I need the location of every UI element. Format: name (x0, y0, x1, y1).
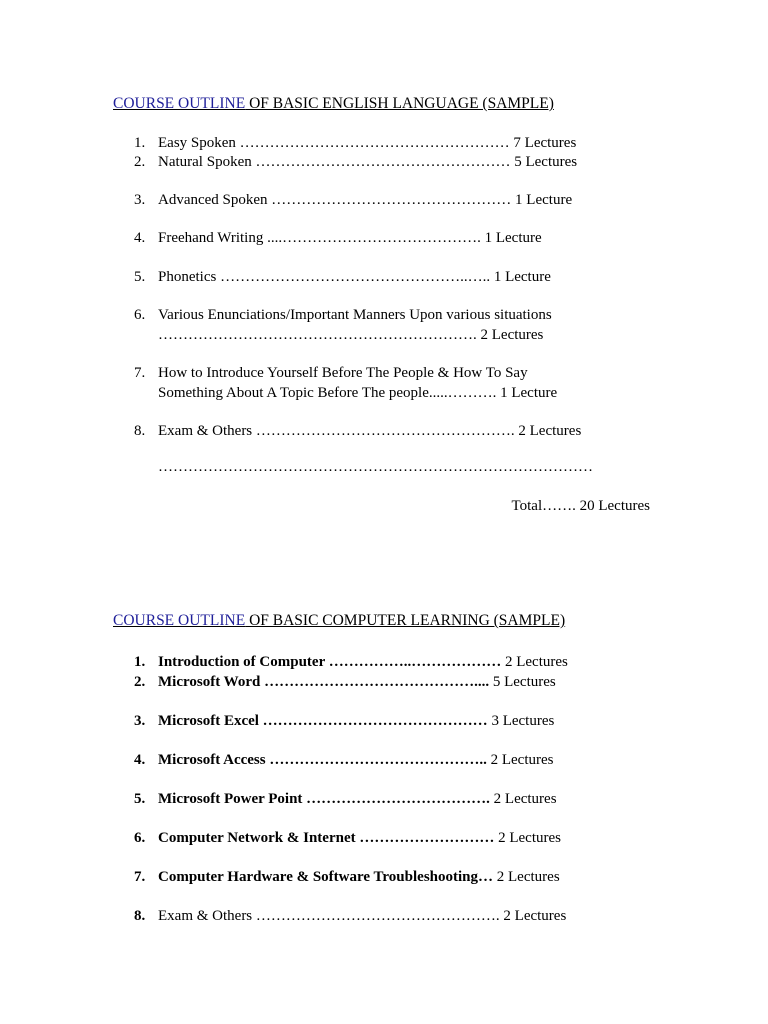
computer-heading-accent: COURSE OUTLINE (113, 612, 246, 629)
item-number: 5. (134, 269, 146, 285)
item-text-continued: Something About A Topic Before The people.....………. 1 Lecture (158, 385, 558, 401)
english-heading-accent: COURSE OUTLINE (113, 95, 246, 112)
computer-heading-rest: OF BASIC COMPUTER LEARNING (SAMPLE) (245, 612, 566, 629)
item-title: Computer Network & Internet ……………………… (158, 830, 495, 846)
computer-item-6 (134, 828, 561, 848)
item-count: 3 Lectures (487, 713, 555, 729)
item-number: 1. (134, 135, 146, 151)
item-number: 6. (134, 830, 146, 846)
computer-item-2 (134, 672, 556, 692)
item-title: Microsoft Excel ……………………………………… (158, 713, 488, 729)
english-total: Total……. 20 Lectures (511, 498, 650, 514)
item-title: Introduction of Computer ……………..……………… (158, 654, 502, 670)
item-text: Easy Spoken ……………………………………………… 7 Lectures (158, 135, 577, 151)
item-number: 4. (134, 230, 146, 246)
item-count: 5 Lectures (489, 674, 556, 690)
english-item-7 (134, 363, 557, 403)
english-course-heading (113, 95, 554, 113)
item-title: Exam & Others …………………………………………. (158, 908, 500, 924)
item-count: 2 Lectures (501, 654, 568, 670)
item-text: Various Enunciations/Important Manners Upon various situations (158, 307, 552, 323)
english-heading-rest: OF BASIC ENGLISH LANGUAGE (SAMPLE) (245, 95, 554, 112)
item-title: Microsoft Word …………………………………….... (158, 674, 490, 690)
english-item-6 (134, 305, 552, 345)
english-item-2 (134, 152, 577, 172)
item-count: 2 Lectures (489, 791, 557, 807)
item-number: 7. (134, 869, 146, 885)
computer-course-heading (113, 612, 565, 630)
dotted-separator: …………………………………………………………………………… (158, 459, 593, 475)
item-number: 6. (134, 307, 146, 323)
english-item-4 (134, 228, 542, 248)
item-count: 2 Lectures (494, 830, 561, 846)
item-title: Microsoft Power Point ………………………………. (158, 791, 490, 807)
english-item-5 (134, 267, 551, 287)
item-number: 3. (134, 713, 146, 729)
item-number: 7. (134, 365, 146, 381)
item-text-continued: ………………………………………………………. 2 Lectures (158, 327, 544, 343)
computer-item-3 (134, 711, 554, 731)
item-text: Phonetics …………………………………………..….. 1 Lecture (158, 269, 551, 285)
item-number: 1. (134, 654, 146, 670)
item-text: Exam & Others ……………………………………………. 2 Lectures (158, 423, 582, 439)
english-item-8 (134, 421, 581, 441)
item-number: 2. (134, 154, 146, 170)
item-text: Natural Spoken …………………………………………… 5 Lectures (158, 154, 578, 170)
item-count: 2 Lectures (499, 908, 567, 924)
item-text: How to Introduce Yourself Before The People & How To Say (158, 365, 528, 381)
item-number: 3. (134, 192, 146, 208)
item-text: Advanced Spoken ………………………………………… 1 Lecture (158, 192, 573, 208)
computer-item-7 (134, 867, 560, 887)
item-text: Freehand Writing ....…………………………………. 1 Lecture (158, 230, 542, 246)
computer-item-8 (134, 906, 566, 926)
computer-item-1 (134, 652, 568, 672)
computer-item-5 (134, 789, 557, 809)
item-count: 2 Lectures (486, 752, 554, 768)
item-number: 8. (134, 423, 146, 439)
item-number: 4. (134, 752, 146, 768)
english-item-1 (134, 133, 576, 153)
item-number: 2. (134, 674, 146, 690)
item-number: 5. (134, 791, 146, 807)
english-item-3 (134, 190, 572, 210)
item-title: Microsoft Access …………………………………….. (158, 752, 487, 768)
computer-item-4 (134, 750, 554, 770)
item-number: 8. (134, 908, 146, 924)
item-title: Computer Hardware & Software Troubleshooting… (158, 869, 494, 885)
item-count: 2 Lectures (493, 869, 560, 885)
